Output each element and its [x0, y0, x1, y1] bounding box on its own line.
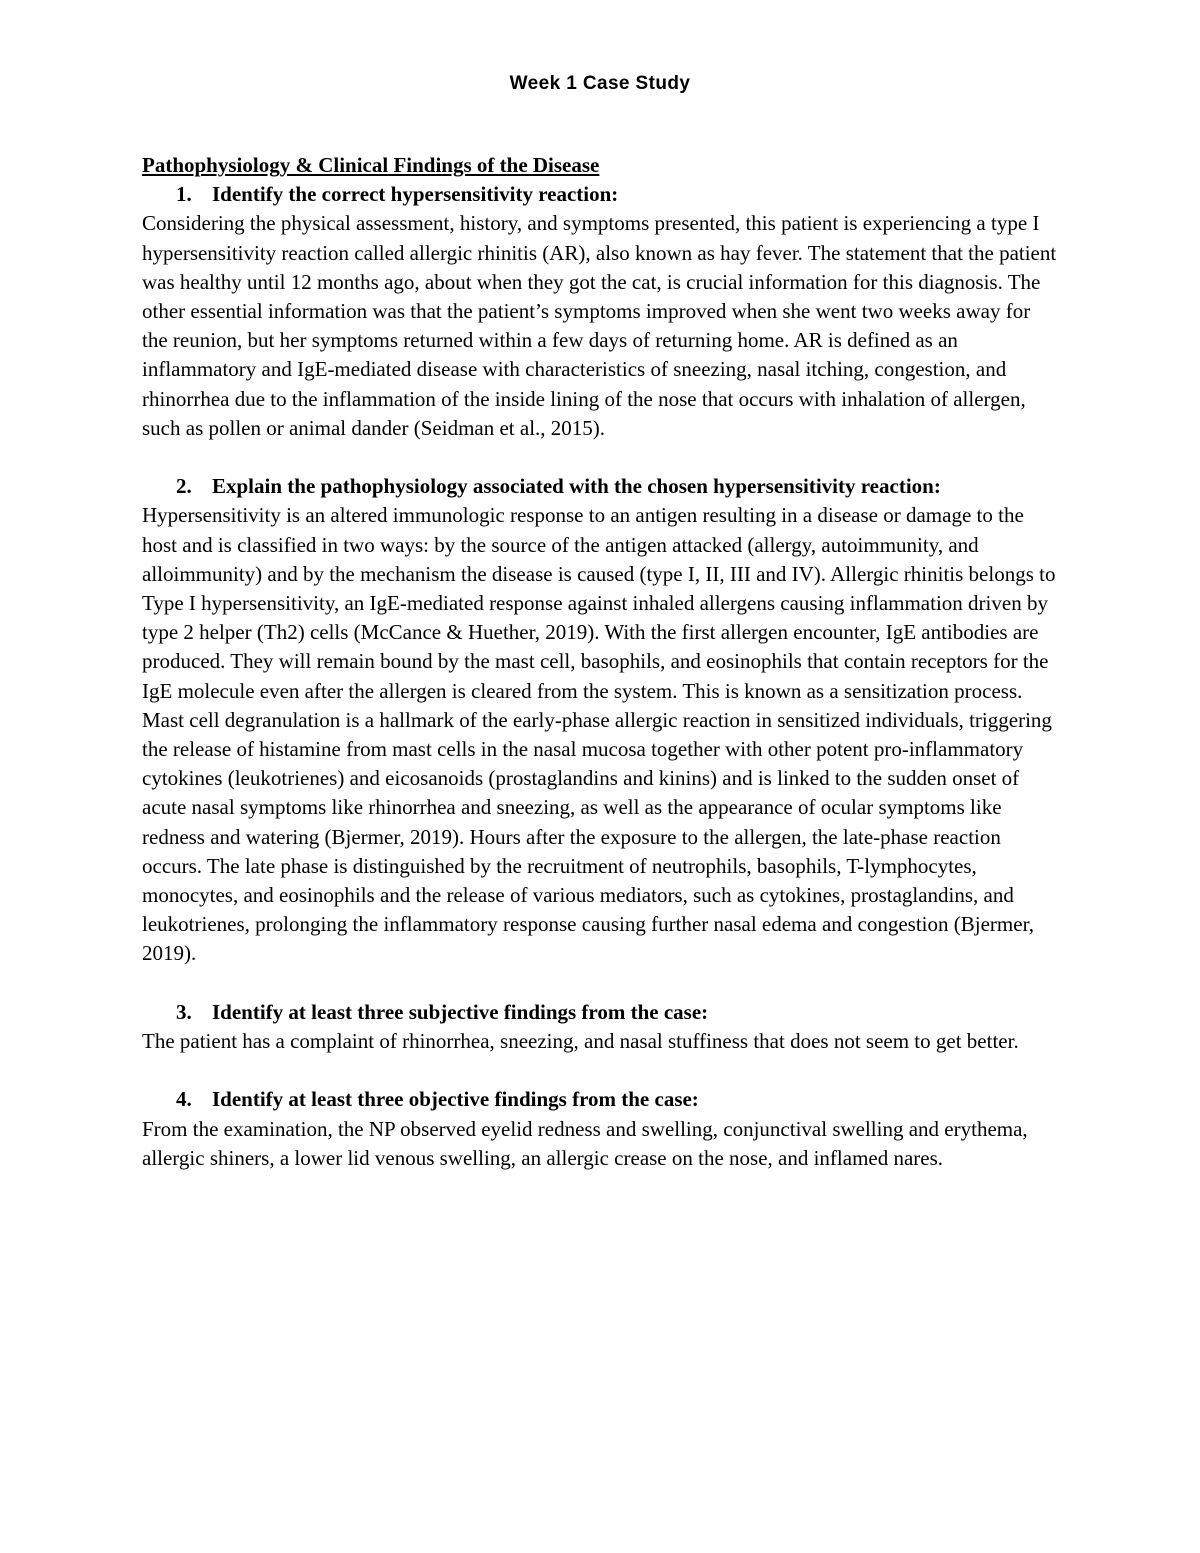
paragraph-gap — [142, 1056, 1058, 1085]
question-prompt — [142, 180, 1058, 209]
question-prompt — [142, 472, 1058, 501]
question-number: 2. — [176, 474, 192, 499]
answer-text: Considering the physical assessment, history, and symptoms presented, this patient is experiencing a type I hypersensitivity reaction called allergic rhinitis (AR), also known as hay fever. The statement that the patient was healthy until 12 months ago, about when they got the cat, is crucial information for this diagnosis. The other essential information was that the patient’s symptoms improved when she went two weeks away for the reunion, but her symptoms returned within a few days of returning home. AR is defined as an inflammatory and IgE-mediated disease with characteristics of sneezing, nasal itching, congestion, and rhinorrhea due to the inflammation of the inside lining of the nose that occurs with inhalation of allergen, such as pollen or animal dander (Seidman et al., 2015). — [142, 211, 1057, 440]
question-prompt — [142, 998, 1058, 1027]
question-text: Identify at least three subjective findings from the case: — [212, 999, 709, 1024]
question-text: Identify the correct hypersensitivity reaction: — [212, 182, 619, 207]
question-block-2 — [142, 472, 1058, 968]
question-text: Explain the pathophysiology associated with the chosen hypersensitivity reaction: — [212, 474, 941, 499]
question-number: 1. — [176, 182, 192, 207]
document-body — [142, 151, 1058, 1173]
paragraph-gap — [142, 969, 1058, 998]
question-block-3 — [142, 998, 1058, 1056]
question-prompt — [142, 1085, 1058, 1114]
section-heading: Pathophysiology & Clinical Findings of the Disease — [142, 153, 600, 177]
question-block-4 — [142, 1085, 1058, 1173]
question-text: Identify at least three objective findings from the case: — [212, 1087, 699, 1112]
question-number: 4. — [176, 1087, 192, 1112]
question-block-1 — [142, 180, 1058, 443]
document-title: Week 1 Case Study — [509, 73, 691, 94]
answer-text: Hypersensitivity is an altered immunologic response to an antigen resulting in a disease or damage to the host and is classified in two ways: by the source of the antigen attacked (allergy, autoimmunity, and alloimmunity) and by the mechanism the disease is caused (type I, II, III and IV). Allergic rhinitis belongs to Type I hypersensitivity, an IgE-mediated response against inhaled allergens causing inflammation driven by type 2 helper (Th2) cells (McCance & Huether, 2019). With the first allergen encounter, IgE antibodies are produced. They will remain bound by the mast cell, basophils, and eosinophils that contain receptors for the IgE molecule even after the allergen is cleared from the system. This is known as a sensitization process. Mast cell degranulation is a hallmark of the early-phase allergic reaction in sensitized individuals, triggering the release of histamine from mast cells in the nasal mucosa together with other potent pro-inflammatory cytokines (leukotrienes) and eicosanoids (prostaglandins and kinins) and is linked to the sudden onset of acute nasal symptoms like rhinorrhea and sneezing, as well as the appearance of ocular symptoms like redness and watering (Bjermer, 2019). Hours after the exposure to the allergen, the late-phase reaction occurs. The late phase is distinguished by the recruitment of neutrophils, basophils, T-lymphocytes, monocytes, and eosinophils and the release of various mediators, such as cytokines, prostaglandins, and leukotrienes, prolonging the inflammatory response causing further nasal edema and congestion (Bjermer, 2019). — [142, 503, 1056, 966]
question-number: 3. — [176, 999, 192, 1024]
answer-text: From the examination, the NP observed eyelid redness and swelling, conjunctival swelling and erythema, allergic shiners, a lower lid venous swelling, an allergic crease on the nose, and inflamed nares. — [142, 1116, 1028, 1170]
answer-text: The patient has a complaint of rhinorrhea, sneezing, and nasal stuffiness that does not seem to get better. — [142, 1029, 1019, 1054]
paragraph-gap — [142, 443, 1058, 472]
